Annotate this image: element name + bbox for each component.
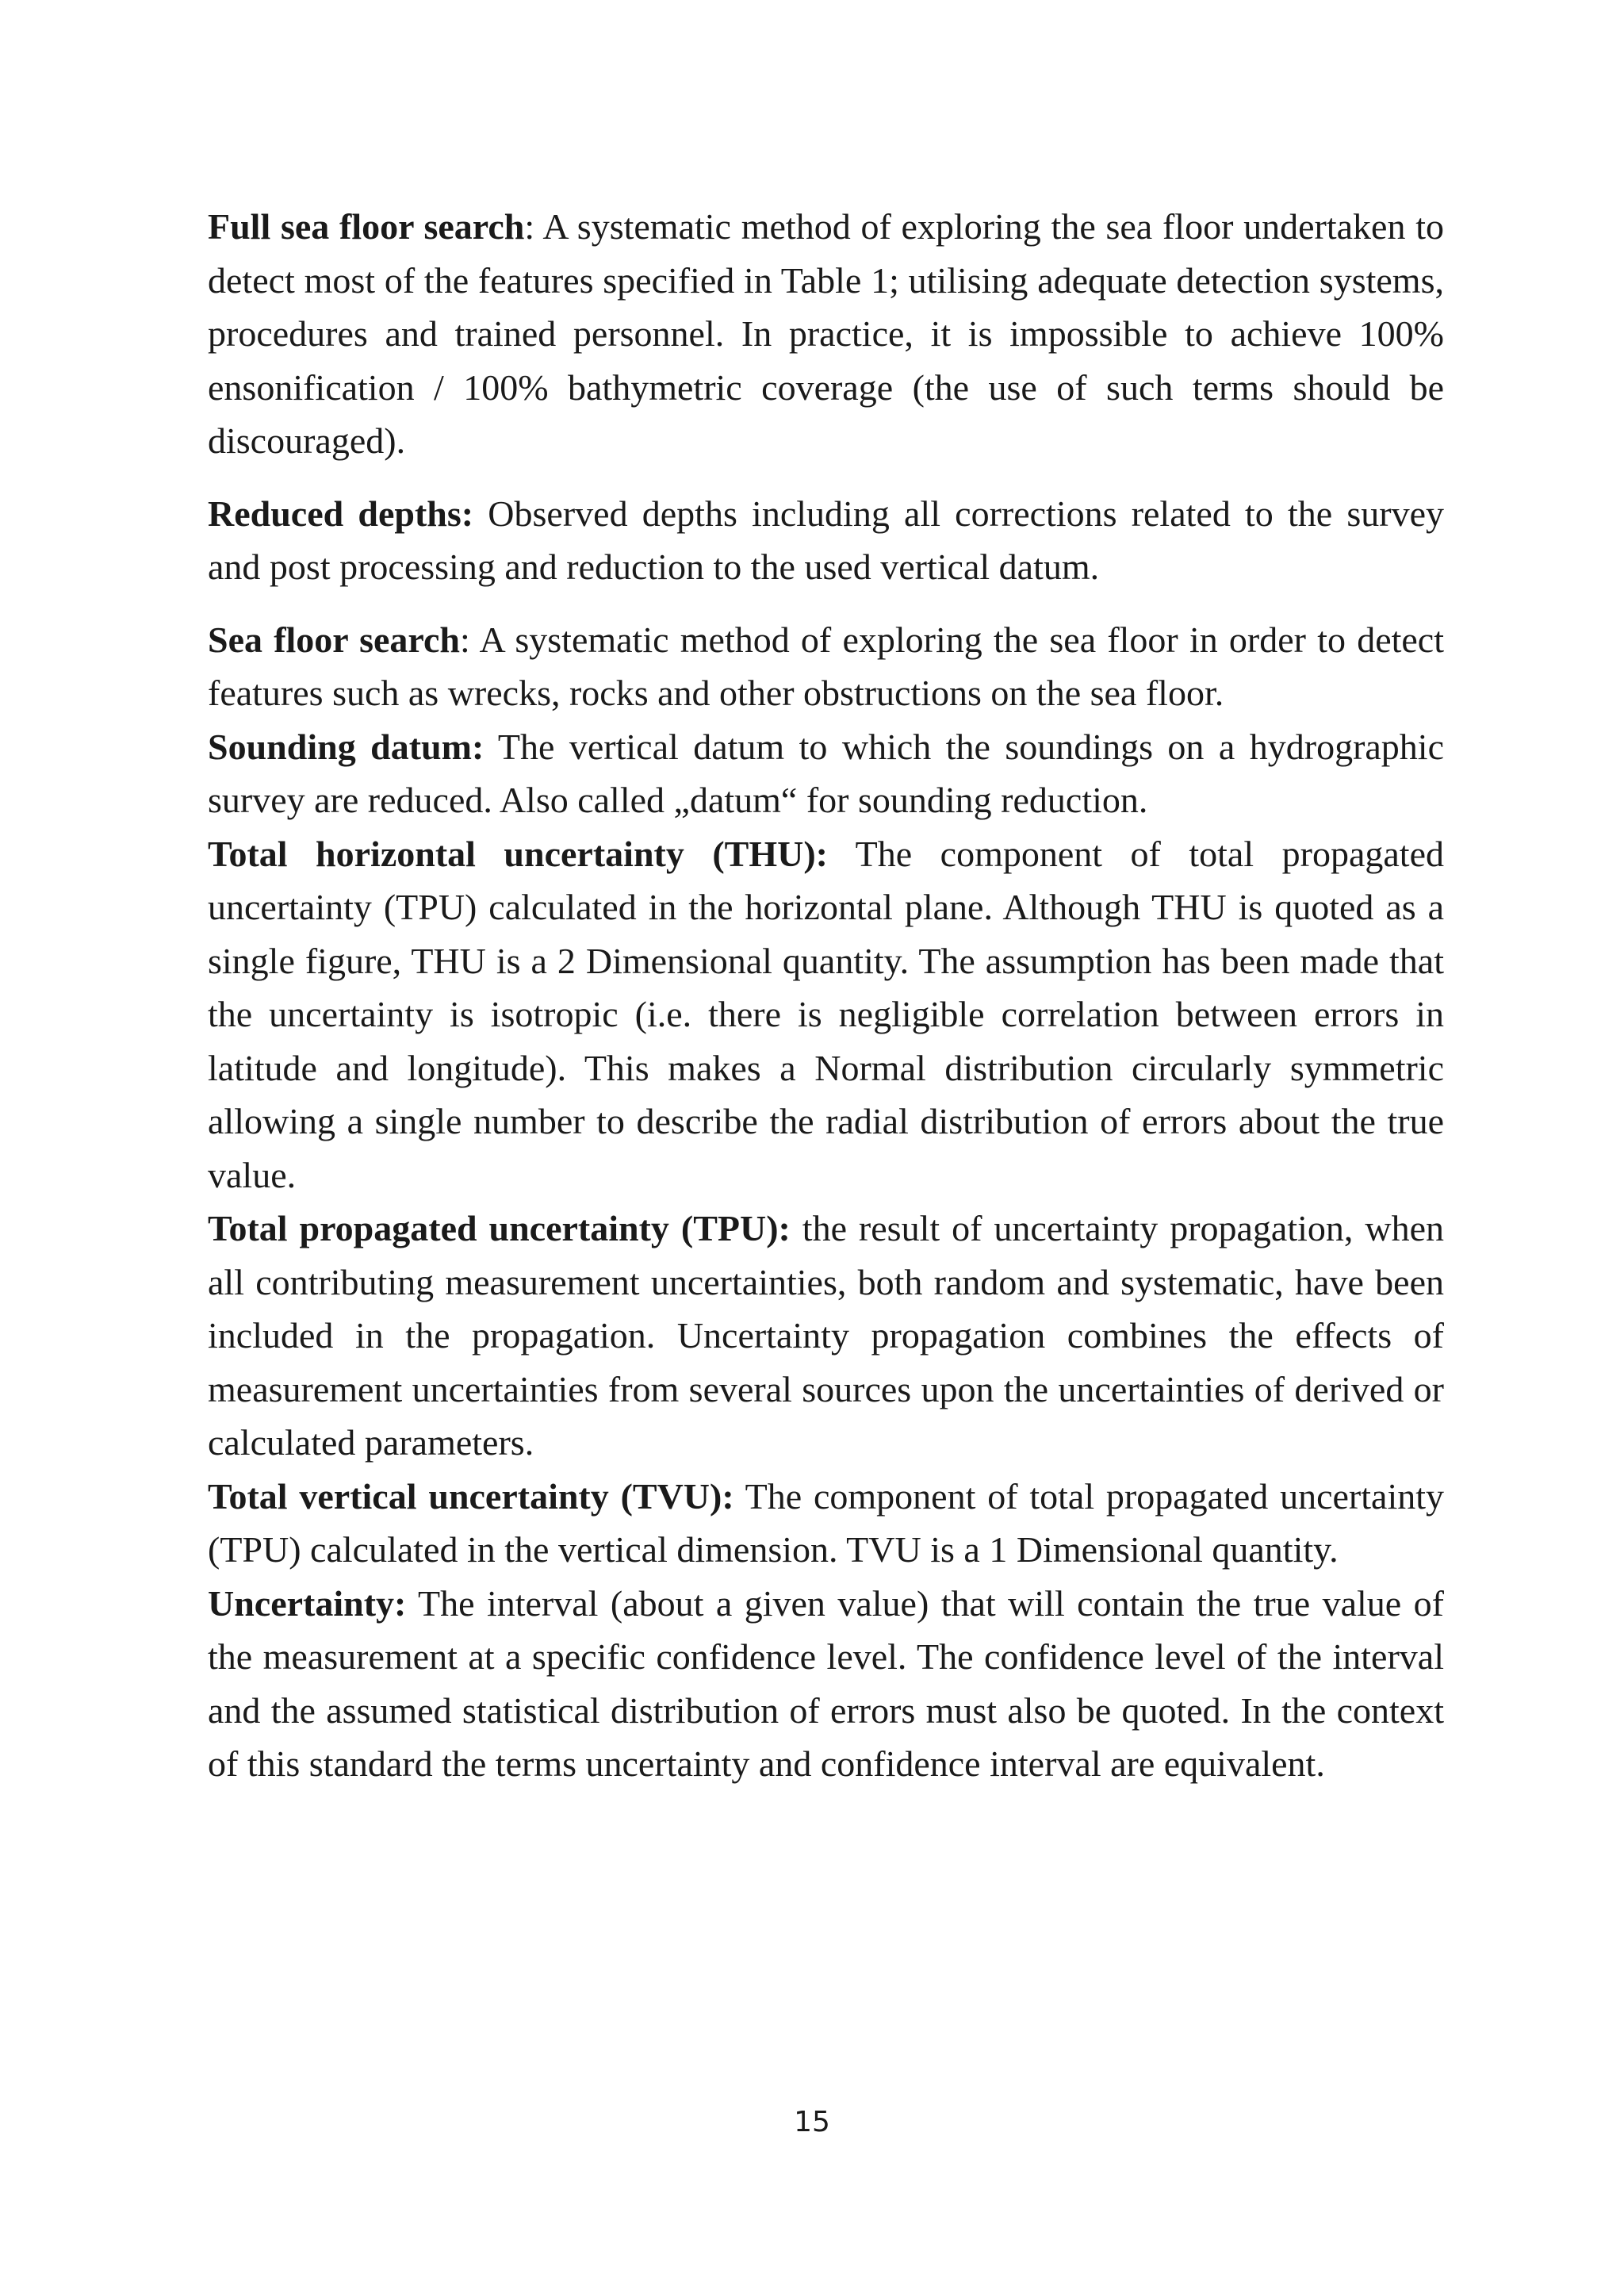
definition-term: Sounding datum: — [208, 726, 485, 767]
definition-text: The vertical datum to which the soundings on a hydrographic survey are reduced. Also called „datum“ for sounding reduction. — [208, 726, 1445, 820]
document-body — [208, 200, 1444, 1791]
definition-term: Reduced depths: — [208, 493, 474, 534]
definition-text: : A systematic method of exploring the sea floor undertaken to detect most of the features specified in Table 1; utilising adequate detection systems, procedures and trained personnel. In practice, it is impossible to achieve 100% ensonification / 100% bathymetric coverage (the use of such terms should be discouraged). — [208, 206, 1445, 461]
definition-term: Total propagated uncertainty (TPU): — [208, 1208, 791, 1248]
definition-full-sea-floor-search — [208, 200, 1444, 468]
definition-term: Total vertical uncertainty (TVU): — [208, 1475, 734, 1517]
definition-sea-floor-search — [208, 613, 1444, 720]
definition-uncertainty — [208, 1577, 1444, 1791]
definition-text: The interval (about a given value) that will contain the true value of the measurement at a specific confidence level. The confidence level of the interval and the assumed statistical distribution of errors must also be quoted. In the context of this standard the terms uncertainty and confidence interval are equivalent. — [208, 1582, 1444, 1784]
definition-sounding-datum — [208, 720, 1444, 827]
definition-total-horizontal-uncertainty — [208, 827, 1444, 1202]
page-number: 15 — [794, 2106, 830, 2138]
definition-total-vertical-uncertainty — [208, 1470, 1444, 1577]
definition-text: The component of total propagated uncertainty (TPU) calculated in the horizontal plane. Although THU is quoted as a single figure, THU is a 2 Dimensional quantity. The assumption has been made that the uncertainty is isotropic (i.e. there is negligible correlation between errors in latitude and longitude). This makes a Normal distribution circularly symmetric allowing a single number to describe the radial distribution of errors about the true value. — [208, 833, 1444, 1195]
definition-total-propagated-uncertainty — [208, 1202, 1444, 1470]
definition-text: Observed depths including all corrections related to the survey and post processing and reduction to the used vertical datum. — [208, 493, 1444, 587]
definition-term: Full sea floor search — [208, 206, 525, 247]
definition-term: Uncertainty: — [208, 1582, 407, 1624]
definition-term: Total horizontal uncertainty (THU): — [208, 833, 828, 874]
definition-reduced-depths — [208, 487, 1444, 594]
definition-text: : A systematic method of exploring the sea floor in order to detect features such as wrecks, rocks and other obstructions on the sea floor. — [208, 619, 1444, 713]
definition-text: the result of uncertainty propagation, when all contributing measurement uncertainties, both random and systematic, have been included in the propagation. Uncertainty propagation combines the effects of measurement uncertainties from several sources upon the uncertainties of derived or calculated parameters. — [208, 1208, 1444, 1463]
definition-text: The component of total propagated uncertainty (TPU) calculated in the vertical dimension. TVU is a 1 Dimensional quantity. — [208, 1475, 1444, 1570]
definition-term: Sea floor search — [208, 619, 461, 660]
